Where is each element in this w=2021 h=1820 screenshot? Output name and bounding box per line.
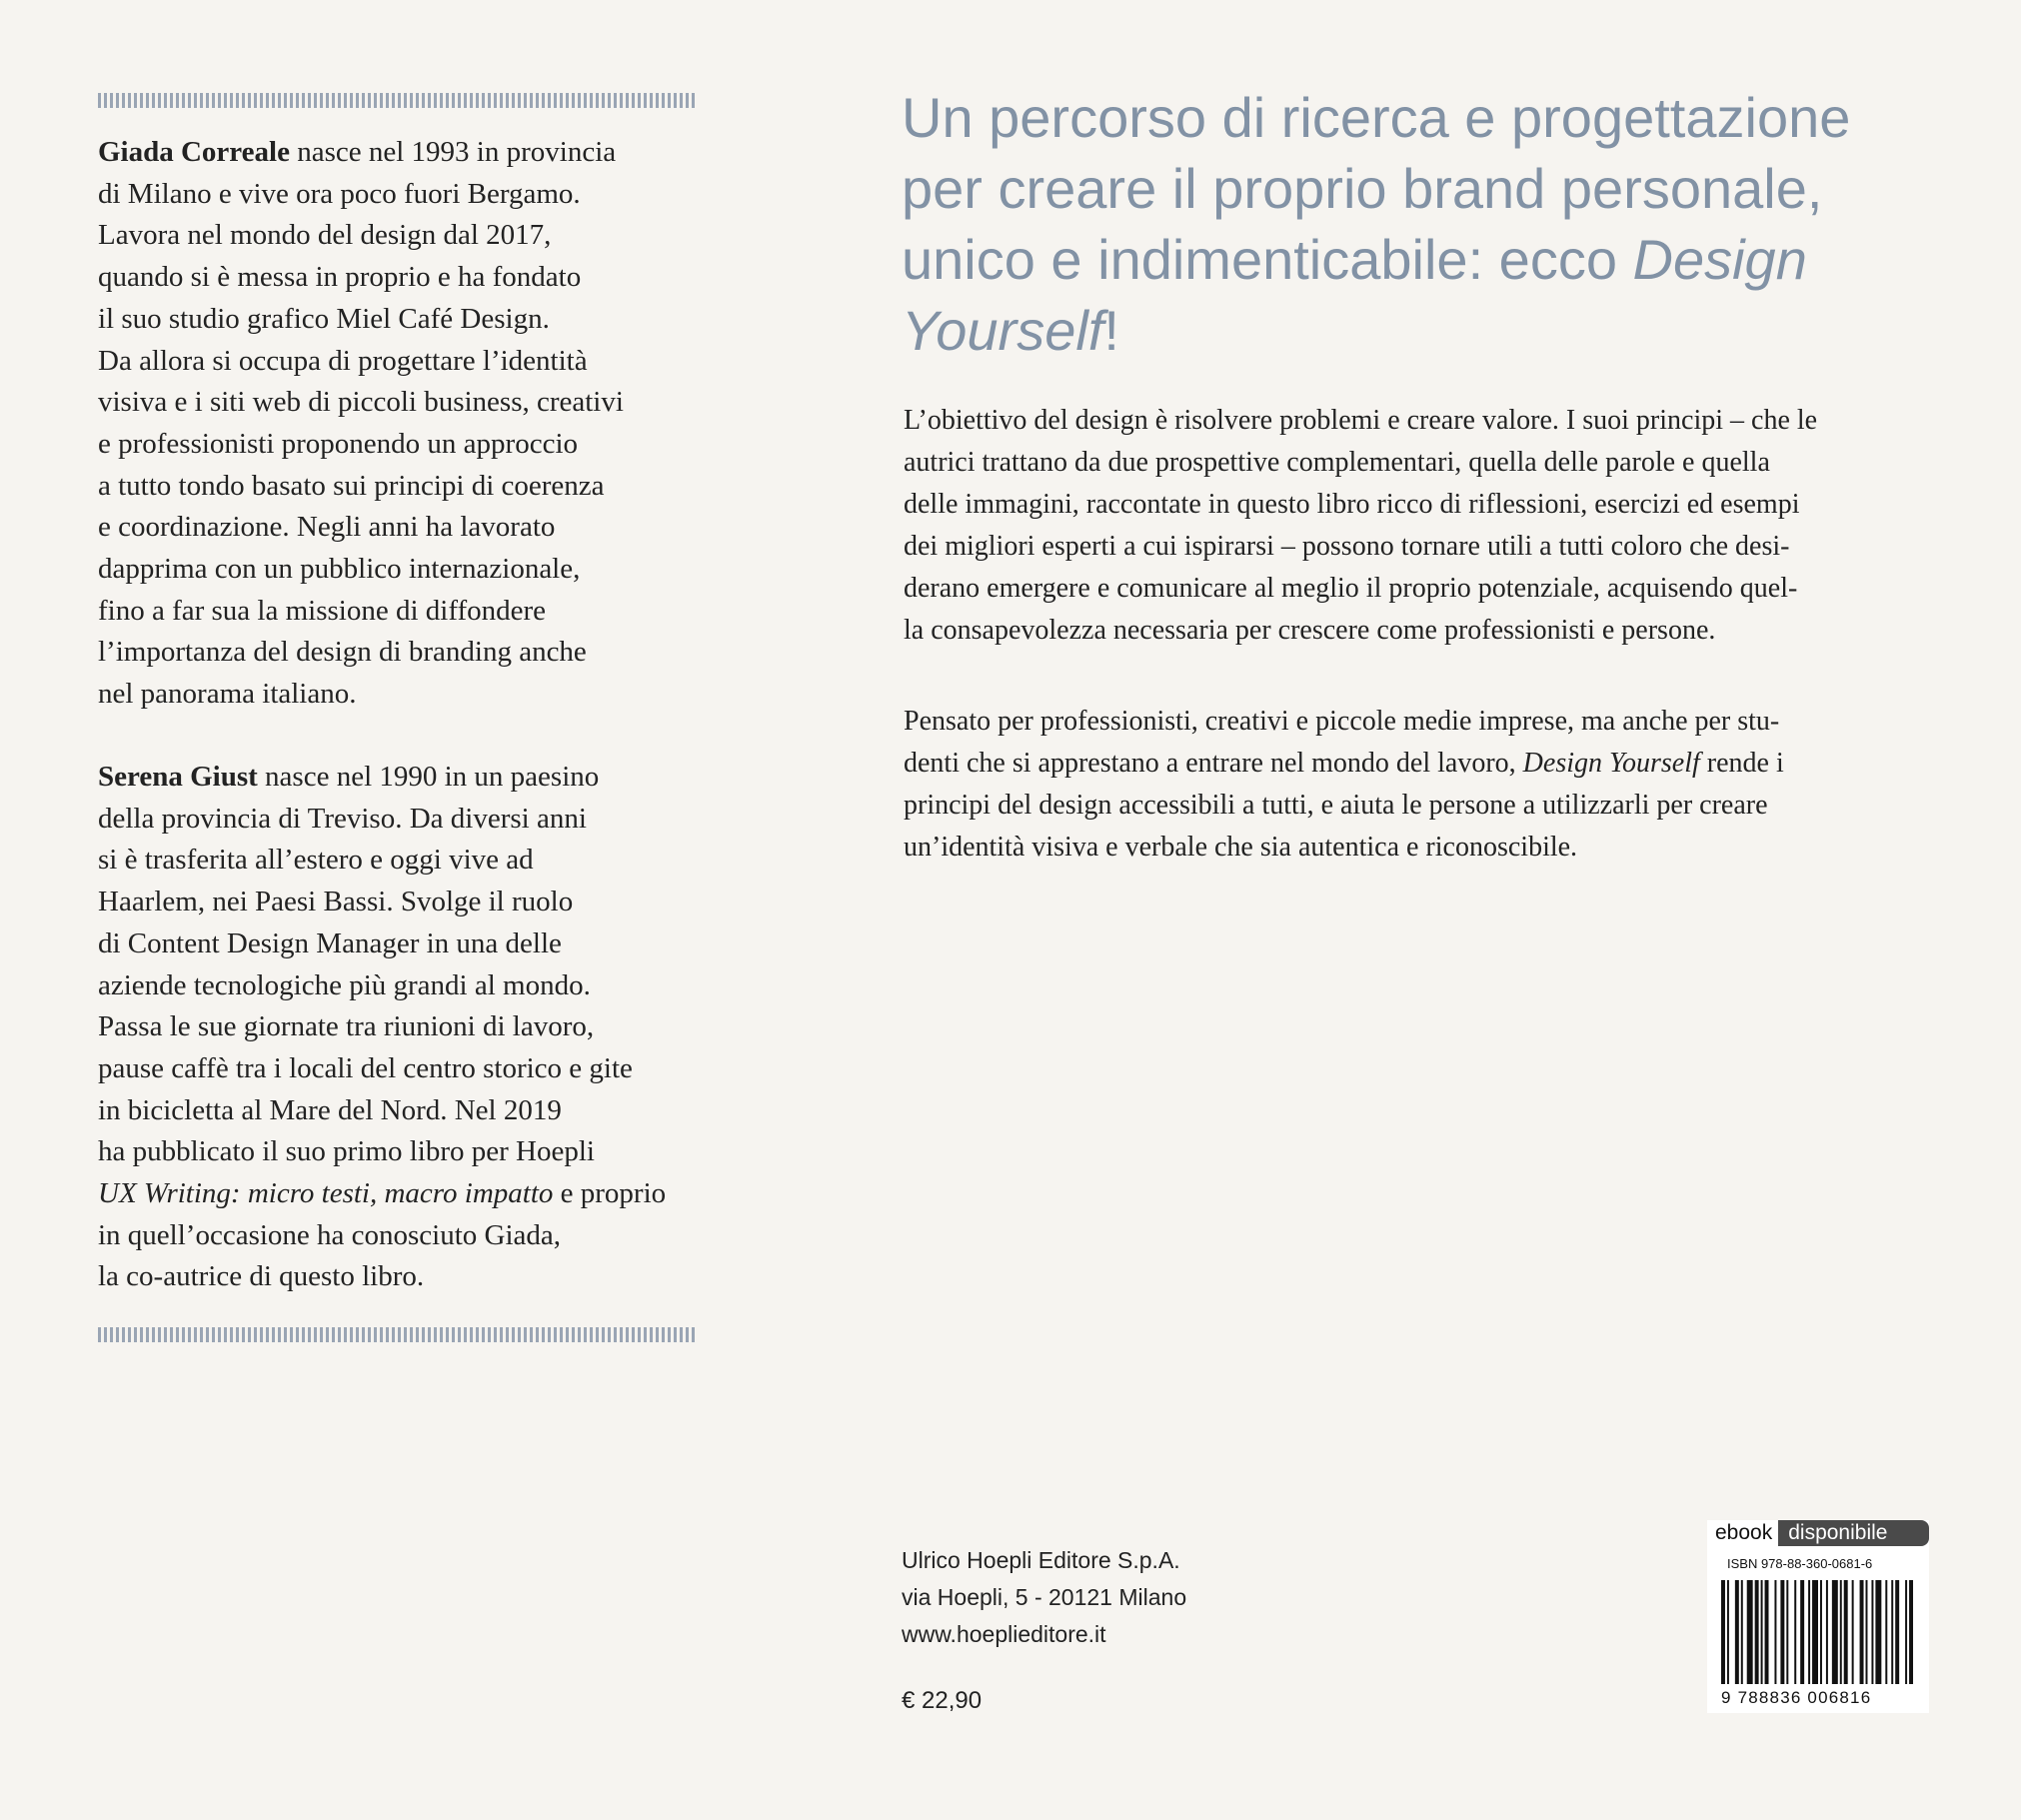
paragraph-line: principi del design accessibili a tutti, e aiuta le persone a utilizzarli per creare bbox=[904, 790, 1768, 821]
author-bio-giada bbox=[98, 132, 718, 716]
paragraph-line: delle immagini, raccontate in questo libro ricco di riflessioni, esercizi ed esempi bbox=[904, 489, 1800, 520]
ebook-label: ebook bbox=[1707, 1520, 1778, 1546]
bio-line: dapprima con un pubblico internazionale, bbox=[98, 553, 581, 586]
author-name: Serena Giust bbox=[98, 761, 258, 793]
bio-line: Passa le sue giornate tra riunioni di lavoro, bbox=[98, 1010, 595, 1043]
book-title: Design Yourself bbox=[1522, 748, 1700, 779]
publisher-address: via Hoepli, 5 - 20121 Milano bbox=[902, 1584, 1187, 1610]
bio-line: si è trasferita all’estero e oggi vive ad bbox=[98, 844, 534, 877]
bio-line: in bicicletta al Mare del Nord. Nel 2019 bbox=[98, 1093, 562, 1126]
paragraph-line: Pensato per professionisti, creativi e piccole medie imprese, ma anche per stu- bbox=[904, 706, 1780, 737]
bio-line: nasce nel 1993 in provincia bbox=[289, 136, 617, 168]
bio-line: Da allora si occupa di progettare l’identità bbox=[98, 344, 588, 377]
headline-line: per creare il proprio brand personale, bbox=[902, 157, 1823, 220]
headline-line: ! bbox=[1103, 299, 1119, 362]
bio-line: in quell’occasione ha conosciuto Giada, bbox=[98, 1218, 562, 1251]
decorative-rule-top bbox=[98, 93, 698, 108]
headline-book-title: Design bbox=[1632, 228, 1807, 291]
decorative-rule-bottom bbox=[98, 1327, 698, 1342]
paragraph-line: autrici trattano da due prospettive complementari, quella delle parole e quella bbox=[904, 447, 1770, 478]
bio-line: Lavora nel mondo del design dal 2017, bbox=[98, 219, 552, 252]
bio-line: Haarlem, nei Paesi Bassi. Svolge il ruolo bbox=[98, 886, 574, 918]
paragraph-line: la consapevolezza necessaria per crescere come professionisti e persone. bbox=[904, 615, 1716, 646]
bio-line: ha pubblicato il suo primo libro per Hoepli bbox=[98, 1135, 595, 1168]
isbn-text: ISBN 978-88-360-0681-6 bbox=[1727, 1556, 1873, 1571]
bio-line: pause caffè tra i locali del centro storico e gite bbox=[98, 1051, 633, 1084]
paragraph-line: dei migliori esperti a cui ispirarsi – possono tornare utili a tutti coloro che desi- bbox=[904, 531, 1790, 562]
barcode-digits: 9 788836 006816 bbox=[1721, 1688, 1872, 1707]
headline-line: unico e indimenticabile: ecco bbox=[902, 228, 1633, 291]
bio-line: e coordinazione. Negli anni ha lavorato bbox=[98, 511, 556, 544]
bio-line: fino a far sua la missione di diffondere bbox=[98, 594, 547, 627]
bio-line: il suo studio grafico Miel Café Design. bbox=[98, 302, 550, 335]
publisher-website: www.hoeplieditore.it bbox=[902, 1621, 1106, 1647]
publisher-name: Ulrico Hoepli Editore S.p.A. bbox=[902, 1547, 1180, 1573]
bio-line: a tutto tondo basato sui principi di coerenza bbox=[98, 469, 605, 502]
bio-line: quando si è messa in proprio e ha fondato bbox=[98, 261, 582, 294]
bio-line: l’importanza del design di branding anche bbox=[98, 636, 587, 669]
author-name: Giada Correale bbox=[98, 136, 290, 168]
description-paragraph-1 bbox=[904, 400, 1931, 652]
bio-line: la co-autrice di questo libro. bbox=[98, 1260, 425, 1293]
paragraph-line: derano emergere e comunicare al meglio il proprio potenziale, acquisendo quel- bbox=[904, 573, 1798, 604]
bio-line: aziende tecnologiche più grandi al mondo. bbox=[98, 968, 591, 1001]
description-paragraph-2 bbox=[904, 701, 1931, 869]
paragraph-line: rende i bbox=[1699, 748, 1784, 779]
bio-line: nasce nel 1990 in un paesino bbox=[257, 761, 600, 793]
publisher-info bbox=[902, 1542, 1186, 1653]
author-bio-serena bbox=[98, 757, 718, 1298]
headline-line: Un percorso di ricerca e progettazione bbox=[902, 86, 1851, 149]
bio-line: e professionisti proponendo un approccio bbox=[98, 427, 579, 460]
price: € 22,90 bbox=[902, 1687, 983, 1714]
bio-line: di Content Design Manager in una delle bbox=[98, 926, 562, 959]
bio-line: e proprio bbox=[553, 1177, 667, 1210]
paragraph-line: denti che si apprestano a entrare nel mondo del lavoro, bbox=[904, 748, 1523, 779]
headline-book-title: Yourself bbox=[902, 299, 1104, 362]
available-label: disponibile bbox=[1778, 1520, 1929, 1546]
book-title: UX Writing: micro testi, macro impatto bbox=[98, 1177, 554, 1210]
isbn-barcode-block bbox=[1707, 1520, 1929, 1713]
bio-line: nel panorama italiano. bbox=[98, 678, 357, 711]
bio-line: di Milano e vive ora poco fuori Bergamo. bbox=[98, 177, 581, 210]
headline bbox=[902, 82, 2001, 366]
ebook-badge bbox=[1707, 1520, 1929, 1546]
bio-line: visiva e i siti web di piccoli business, creativi bbox=[98, 386, 624, 419]
bio-line: della provincia di Treviso. Da diversi anni bbox=[98, 802, 587, 835]
paragraph-line: L’obiettivo del design è risolvere problemi e creare valore. I suoi principi – che le bbox=[904, 405, 1818, 436]
barcode-icon bbox=[1721, 1580, 1915, 1684]
paragraph-line: un’identità visiva e verbale che sia autentica e riconoscibile. bbox=[904, 832, 1578, 863]
